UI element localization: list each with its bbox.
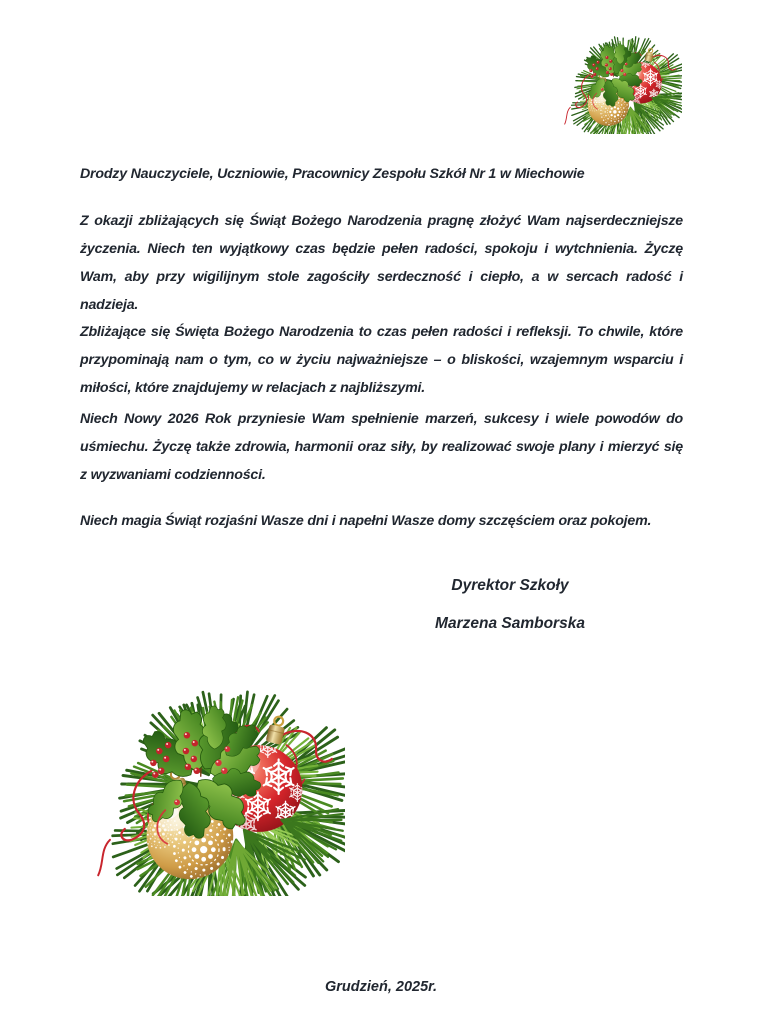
christmas-ornament-bottom-image <box>88 684 345 896</box>
signature-title: Dyrektor Szkoły <box>451 577 569 594</box>
signature-block <box>380 572 640 638</box>
paragraph-wishes-2: Zbliżające się Święta Bożego Narodzenia to czas pełen radości i refleksji. To chwile, które przypominają nam o tym, co w życiu najważniejsze – o bliskości, wzajemnym wsparciu i miłości, które znajdujemy w relacjach z najbliższymi. <box>80 324 683 396</box>
christmas-baubles-illustration <box>88 684 345 896</box>
signature-name: Marzena Samborska <box>435 615 585 632</box>
paragraph-wishes-1: Z okazji zbliżających się Świąt Bożego Narodzenia pragnę złożyć Wam najserdeczniejsze życzenia. Niech ten wyjątkowy czas będzie pełen radości, spokoju i wytchnienia. Życzę Wam, aby przy wigilijnym stole zagościły serdeczność i ciepło, a w sercach radość i nadzieja. <box>80 213 683 313</box>
paragraph-wishes-4: Niech magia Świąt rozjaśni Wasze dni i napełni Wasze domy szczęściem oraz pokojem. <box>80 513 652 529</box>
christmas-ornament-top-image <box>560 33 682 134</box>
christmas-baubles-illustration <box>560 33 682 134</box>
salutation: Drodzy Nauczyciele, Uczniowie, Pracownicy Zespołu Szkół Nr 1 w Miechowie <box>80 166 585 182</box>
letter-date: Grudzień, 2025r. <box>324 979 438 995</box>
paragraph-wishes-3: Niech Nowy 2026 Rok przyniesie Wam spełnienie marzeń, sukcesy i wiele powodów do uśmiechu. Życzę także zdrowia, harmonii oraz siły, by realizować swoje plany i mierzyć się z wyzwaniami codzienności. <box>80 411 683 483</box>
